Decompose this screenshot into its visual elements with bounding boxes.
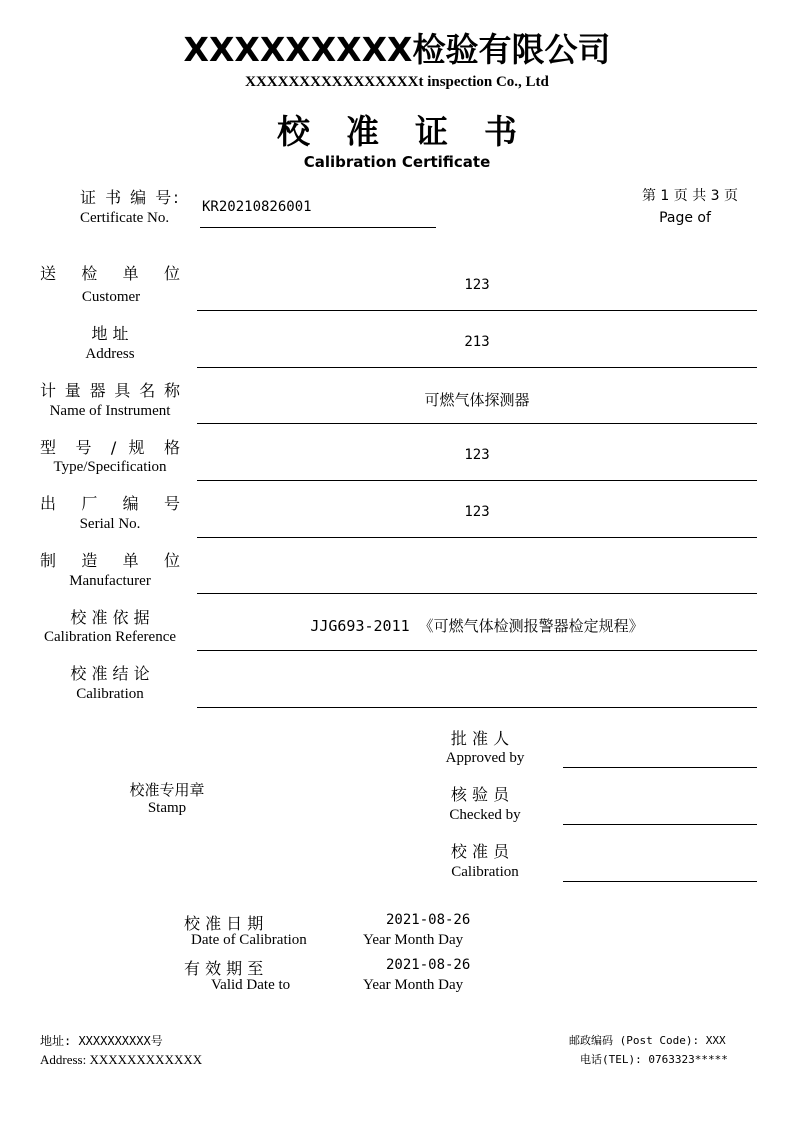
field-label: 校 准 结 论 — [70, 664, 150, 683]
certificate-no-label: 证 书 编 号: — [80, 188, 181, 207]
stamp-label-en: Stamp — [147, 800, 187, 816]
field-label-en: Name of Instrument — [49, 403, 171, 419]
footer-tel: 电话(TEL): 0763323***** — [580, 1053, 728, 1066]
certificate-no-label-en: Certificate No. — [80, 210, 170, 226]
field-value: 123 — [464, 447, 490, 463]
field-label: 地 址 — [91, 324, 129, 343]
field-label: 制 造 单 位 — [40, 551, 180, 570]
field-label-en: Serial No. — [79, 516, 141, 532]
stamp-label: 校准专用章 — [129, 781, 205, 799]
field-value: 123 — [464, 504, 490, 520]
certificate-title: 校准证书 — [277, 112, 553, 151]
signature-label-en: Calibration — [451, 864, 519, 880]
calibration-date-label: 校 准 日 期 — [184, 914, 264, 933]
signature-label: 批 准 人 — [450, 729, 510, 748]
field-value: 123 — [464, 277, 490, 293]
company-name: XXXXXXXXX检验有限公司 — [183, 30, 611, 69]
field-value: 213 — [464, 334, 490, 350]
field-label: 送 检 单 位 — [40, 264, 180, 283]
certificate-no-underline — [200, 227, 436, 228]
certificate-title-en: Calibration Certificate — [303, 153, 491, 171]
signature-label-en: Approved by — [445, 750, 525, 766]
calibration-date-ymd: Year Month Day — [363, 932, 464, 948]
signature-line — [563, 767, 757, 768]
field-underline — [197, 707, 757, 708]
field-label: 型 号 / 规 格 — [40, 438, 180, 457]
field-label-en: Calibration — [76, 686, 144, 702]
signature-line — [563, 881, 757, 882]
certificate-no-value: KR20210826001 — [202, 199, 312, 215]
field-underline — [197, 537, 757, 538]
signature-label: 核 验 员 — [450, 785, 510, 804]
signature-label: 校 准 员 — [450, 842, 510, 861]
footer-address: 地址: XXXXXXXXXX号 — [40, 1034, 163, 1048]
field-label-en: Type/Specification — [53, 459, 167, 475]
field-label: 校 准 依 据 — [70, 608, 150, 627]
footer-address-en: Address: XXXXXXXXXXXX — [40, 1052, 203, 1067]
signature-line — [563, 824, 757, 825]
field-label-en: Address — [85, 346, 135, 362]
calibration-date-value: 2021-08-26 — [386, 912, 471, 928]
valid-date-label: 有 效 期 至 — [184, 959, 264, 978]
valid-date-ymd: Year Month Day — [363, 977, 464, 993]
page-count: 第 1 页 共 3 页 — [641, 188, 739, 204]
company-name-en: XXXXXXXXXXXXXXXXt inspection Co., Ltd — [245, 74, 549, 90]
field-label: 计 量 器 具 名 称 — [40, 381, 180, 400]
field-label-en: Manufacturer — [69, 573, 151, 589]
field-underline — [197, 480, 757, 481]
field-underline — [197, 310, 757, 311]
field-label-en: Calibration Reference — [43, 629, 177, 645]
field-underline — [197, 650, 757, 651]
calibration-date-label-en: Date of Calibration — [191, 932, 307, 948]
field-underline — [197, 593, 757, 594]
field-label-en: Customer — [81, 289, 141, 305]
footer-postcode: 邮政编码 (Post Code): XXX — [569, 1034, 726, 1047]
field-value: 可燃气体探测器 — [424, 391, 530, 409]
page-count-en: Page of — [659, 210, 711, 226]
valid-date-label-en: Valid Date to — [211, 977, 291, 993]
field-underline — [197, 423, 757, 424]
field-value: JJG693-2011 《可燃气体检测报警器检定规程》 — [310, 617, 644, 635]
valid-date-value: 2021-08-26 — [386, 957, 471, 973]
field-underline — [197, 367, 757, 368]
field-label: 出 厂 编 号 — [40, 494, 180, 513]
signature-label-en: Checked by — [449, 807, 521, 823]
